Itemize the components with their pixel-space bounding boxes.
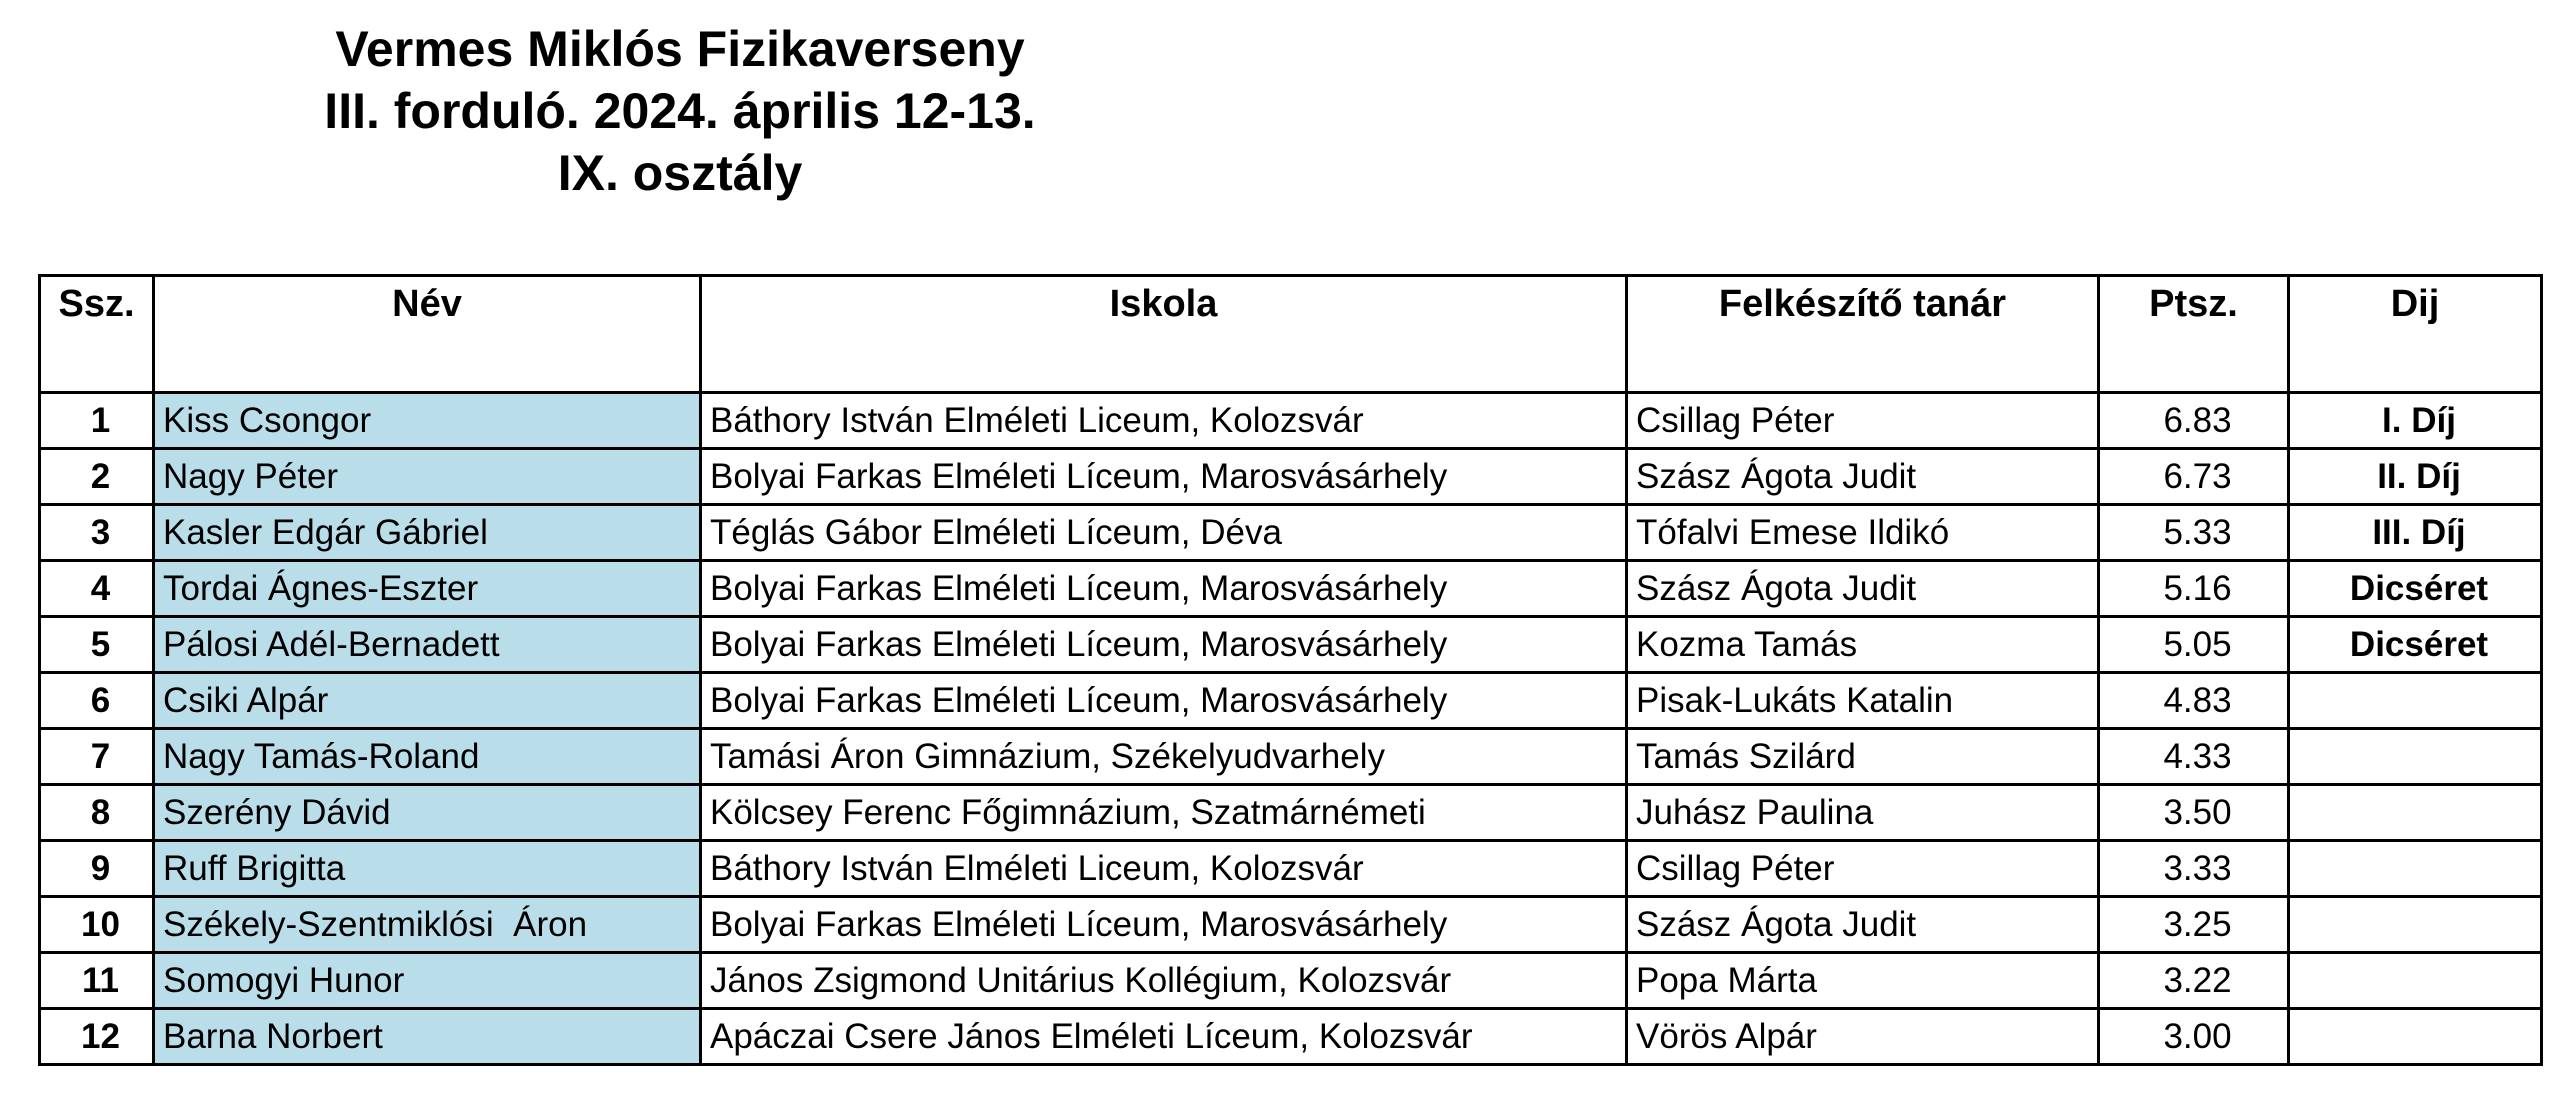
name-cell: Szerény Dávid bbox=[154, 785, 701, 841]
name-cell: Ruff Brigitta bbox=[154, 841, 701, 897]
round-date-title: III. forduló. 2024. április 12-13. bbox=[324, 83, 1036, 139]
table-row bbox=[40, 449, 2542, 505]
rank-cell: 10 bbox=[40, 897, 154, 953]
rank-cell: 12 bbox=[40, 1009, 154, 1065]
points-cell: 3.50 bbox=[2099, 785, 2289, 841]
points-cell: 3.00 bbox=[2099, 1009, 2289, 1065]
table-row bbox=[40, 561, 2542, 617]
prize-cell bbox=[2289, 897, 2542, 953]
points-cell: 3.33 bbox=[2099, 841, 2289, 897]
name-cell: Nagy Tamás-Roland bbox=[154, 729, 701, 785]
table-row bbox=[40, 785, 2542, 841]
points-cell: 3.22 bbox=[2099, 953, 2289, 1009]
name-cell: Kiss Csongor bbox=[154, 393, 701, 449]
teacher-cell: Szász Ágota Judit bbox=[1627, 449, 2099, 505]
table-row bbox=[40, 729, 2542, 785]
name-cell: Kasler Edgár Gábriel bbox=[154, 505, 701, 561]
points-cell: 5.16 bbox=[2099, 561, 2289, 617]
rank-cell: 9 bbox=[40, 841, 154, 897]
name-cell: Székely-Szentmiklósi Áron bbox=[154, 897, 701, 953]
points-cell: 3.25 bbox=[2099, 897, 2289, 953]
header-nev: Név bbox=[154, 276, 701, 393]
prize-cell bbox=[2289, 841, 2542, 897]
school-cell: Téglás Gábor Elméleti Líceum, Déva bbox=[701, 505, 1627, 561]
school-cell: János Zsigmond Unitárius Kollégium, Kolozsvár bbox=[701, 953, 1627, 1009]
prize-cell bbox=[2289, 729, 2542, 785]
school-cell: Báthory István Elméleti Liceum, Kolozsvár bbox=[701, 841, 1627, 897]
teacher-cell: Szász Ágota Judit bbox=[1627, 897, 2099, 953]
name-cell: Csiki Alpár bbox=[154, 673, 701, 729]
school-cell: Bolyai Farkas Elméleti Líceum, Marosvásárhely bbox=[701, 449, 1627, 505]
teacher-cell: Tamás Szilárd bbox=[1627, 729, 2099, 785]
school-cell: Kölcsey Ferenc Főgimnázium, Szatmárnémeti bbox=[701, 785, 1627, 841]
teacher-cell: Csillag Péter bbox=[1627, 393, 2099, 449]
table-row bbox=[40, 393, 2542, 449]
header-iskola: Iskola bbox=[701, 276, 1627, 393]
prize-cell: III. Díj bbox=[2289, 505, 2542, 561]
prize-cell: Dicséret bbox=[2289, 561, 2542, 617]
prize-cell: I. Díj bbox=[2289, 393, 2542, 449]
competition-title: Vermes Miklós Fizikaverseny bbox=[335, 21, 1025, 77]
name-cell: Pálosi Adél-Bernadett bbox=[154, 617, 701, 673]
rank-cell: 1 bbox=[40, 393, 154, 449]
prize-cell bbox=[2289, 1009, 2542, 1065]
school-cell: Tamási Áron Gimnázium, Székelyudvarhely bbox=[701, 729, 1627, 785]
rank-cell: 3 bbox=[40, 505, 154, 561]
header-dij: Dij bbox=[2289, 276, 2542, 393]
school-cell: Báthory István Elméleti Liceum, Kolozsvár bbox=[701, 393, 1627, 449]
teacher-cell: Kozma Tamás bbox=[1627, 617, 2099, 673]
points-cell: 4.33 bbox=[2099, 729, 2289, 785]
rank-cell: 5 bbox=[40, 617, 154, 673]
teacher-cell: Csillag Péter bbox=[1627, 841, 2099, 897]
name-cell: Barna Norbert bbox=[154, 1009, 701, 1065]
name-cell: Nagy Péter bbox=[154, 449, 701, 505]
rank-cell: 11 bbox=[40, 953, 154, 1009]
rank-cell: 7 bbox=[40, 729, 154, 785]
rank-cell: 4 bbox=[40, 561, 154, 617]
teacher-cell: Pisak-Lukáts Katalin bbox=[1627, 673, 2099, 729]
document-title-block bbox=[0, 18, 1360, 204]
prize-cell bbox=[2289, 785, 2542, 841]
name-cell: Tordai Ágnes-Eszter bbox=[154, 561, 701, 617]
prize-cell bbox=[2289, 673, 2542, 729]
school-cell: Bolyai Farkas Elméleti Líceum, Marosvásárhely bbox=[701, 673, 1627, 729]
header-tanar: Felkészítő tanár bbox=[1627, 276, 2099, 393]
table-row bbox=[40, 617, 2542, 673]
school-cell: Bolyai Farkas Elméleti Líceum, Marosvásárhely bbox=[701, 617, 1627, 673]
name-cell: Somogyi Hunor bbox=[154, 953, 701, 1009]
school-cell: Apáczai Csere János Elméleti Líceum, Kolozsvár bbox=[701, 1009, 1627, 1065]
table-row bbox=[40, 673, 2542, 729]
teacher-cell: Tófalvi Emese Ildikó bbox=[1627, 505, 2099, 561]
header-ssz: Ssz. bbox=[40, 276, 154, 393]
table-row bbox=[40, 841, 2542, 897]
rank-cell: 2 bbox=[40, 449, 154, 505]
rank-cell: 6 bbox=[40, 673, 154, 729]
teacher-cell: Juhász Paulina bbox=[1627, 785, 2099, 841]
points-cell: 4.83 bbox=[2099, 673, 2289, 729]
prize-cell: II. Díj bbox=[2289, 449, 2542, 505]
rank-cell: 8 bbox=[40, 785, 154, 841]
teacher-cell: Vörös Alpár bbox=[1627, 1009, 2099, 1065]
points-cell: 5.05 bbox=[2099, 617, 2289, 673]
points-cell: 6.73 bbox=[2099, 449, 2289, 505]
table-header-row bbox=[40, 276, 2542, 393]
grade-title: IX. osztály bbox=[557, 145, 803, 201]
points-cell: 5.33 bbox=[2099, 505, 2289, 561]
school-cell: Bolyai Farkas Elméleti Líceum, Marosvásárhely bbox=[701, 897, 1627, 953]
prize-cell bbox=[2289, 953, 2542, 1009]
results-table bbox=[38, 274, 2543, 1066]
table-row bbox=[40, 1009, 2542, 1065]
teacher-cell: Popa Márta bbox=[1627, 953, 2099, 1009]
points-cell: 6.83 bbox=[2099, 393, 2289, 449]
table-row bbox=[40, 897, 2542, 953]
header-ptsz: Ptsz. bbox=[2099, 276, 2289, 393]
teacher-cell: Szász Ágota Judit bbox=[1627, 561, 2099, 617]
table-row bbox=[40, 505, 2542, 561]
school-cell: Bolyai Farkas Elméleti Líceum, Marosvásárhely bbox=[701, 561, 1627, 617]
table-row bbox=[40, 953, 2542, 1009]
prize-cell: Dicséret bbox=[2289, 617, 2542, 673]
